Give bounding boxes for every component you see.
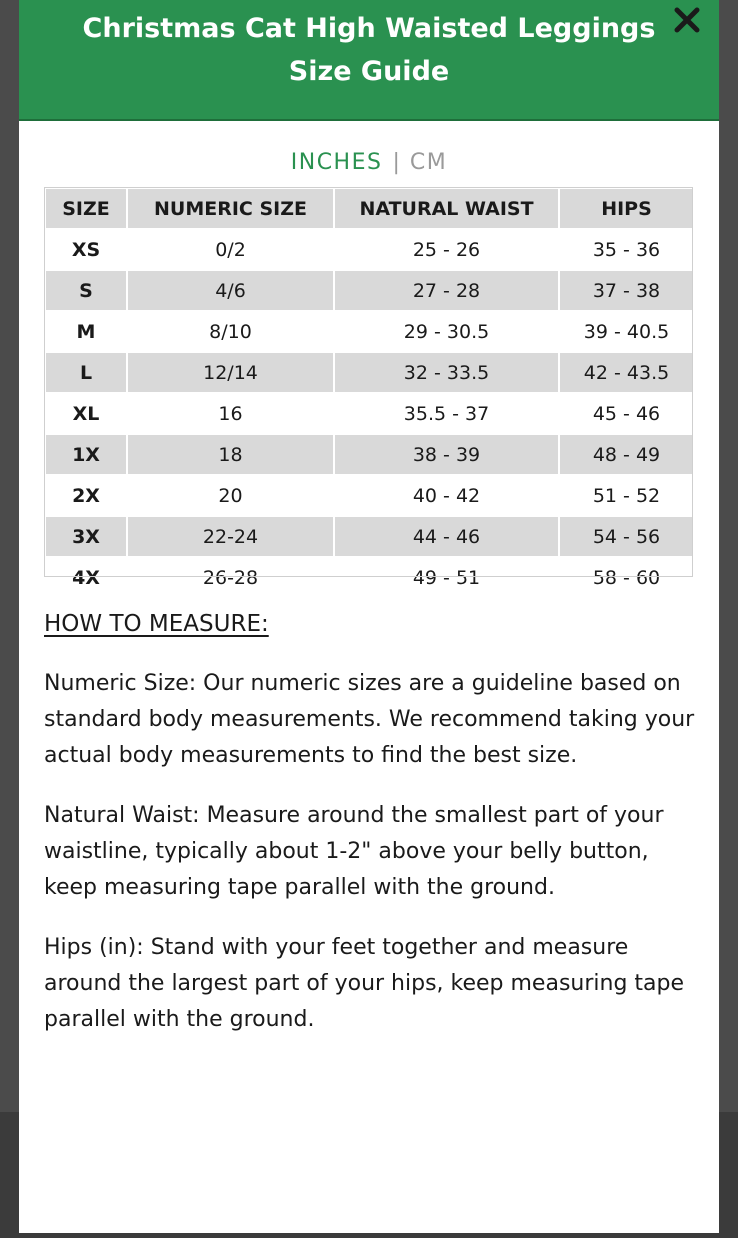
- size-cell: 4X: [45, 557, 127, 598]
- size-cell: S: [45, 270, 127, 311]
- numeric-size-cell: 18: [127, 434, 334, 475]
- table-row: [45, 352, 694, 393]
- natural-waist-cell: 38 - 39: [334, 434, 559, 475]
- numeric-size-cell: 26-28: [127, 557, 334, 598]
- size-cell: 2X: [45, 475, 127, 516]
- unit-cm-tab[interactable]: CM: [409, 150, 448, 175]
- size-cell: XS: [45, 229, 127, 270]
- header-numeric-size: NUMERIC SIZE: [127, 188, 334, 229]
- table-row: [45, 434, 694, 475]
- close-button[interactable]: [670, 3, 704, 37]
- hips-cell: 35 - 36: [559, 229, 694, 270]
- header-hips: HIPS: [559, 188, 694, 229]
- modal-title-line-1: Christmas Cat High Waisted Leggings: [82, 13, 656, 44]
- unit-separator: |: [392, 150, 400, 175]
- natural-waist-description: Natural Waist: Measure around the smallest part of your waistline, typically about 1-2" above your belly button, keep measuring tape parallel with the ground.: [44, 803, 664, 900]
- numeric-size-cell: 16: [127, 393, 334, 434]
- hips-cell: 42 - 43.5: [559, 352, 694, 393]
- unit-toggle: [19, 148, 719, 178]
- size-cell: XL: [45, 393, 127, 434]
- table-row: [45, 393, 694, 434]
- natural-waist-cell: 25 - 26: [334, 229, 559, 270]
- numeric-size-cell: 22-24: [127, 516, 334, 557]
- close-icon: [670, 3, 704, 37]
- table-row: [45, 270, 694, 311]
- table-header-row: [45, 188, 694, 229]
- hips-cell: 39 - 40.5: [559, 311, 694, 352]
- size-cell: L: [45, 352, 127, 393]
- natural-waist-cell: 27 - 28: [334, 270, 559, 311]
- numeric-size-cell: 20: [127, 475, 334, 516]
- size-cell: M: [45, 311, 127, 352]
- hips-cell: 37 - 38: [559, 270, 694, 311]
- numeric-size-cell: 12/14: [127, 352, 334, 393]
- table-row: [45, 475, 694, 516]
- size-cell: 3X: [45, 516, 127, 557]
- table-row: [45, 516, 694, 557]
- hips-cell: 51 - 52: [559, 475, 694, 516]
- unit-inches-tab[interactable]: INCHES: [290, 150, 383, 175]
- numeric-size-cell: 4/6: [127, 270, 334, 311]
- table-row: [45, 311, 694, 352]
- natural-waist-cell: 29 - 30.5: [334, 311, 559, 352]
- natural-waist-cell: 49 - 51: [334, 557, 559, 598]
- size-guide-modal: [19, 0, 719, 1233]
- numeric-size-cell: 8/10: [127, 311, 334, 352]
- numeric-size-cell: 0/2: [127, 229, 334, 270]
- hips-description: Hips (in): Stand with your feet together and measure around the largest part of your hips, keep measuring tape parallel with the ground.: [44, 935, 685, 1032]
- table-row: [45, 229, 694, 270]
- size-chart-table: [44, 187, 695, 599]
- how-to-measure-heading: HOW TO MEASURE:: [44, 611, 269, 637]
- natural-waist-cell: 40 - 42: [334, 475, 559, 516]
- size-cell: 1X: [45, 434, 127, 475]
- hips-cell: 54 - 56: [559, 516, 694, 557]
- hips-cell: 48 - 49: [559, 434, 694, 475]
- hips-cell: 58 - 60: [559, 557, 694, 598]
- header-size: SIZE: [45, 188, 127, 229]
- table-row: [45, 557, 694, 598]
- hips-cell: 45 - 46: [559, 393, 694, 434]
- natural-waist-cell: 32 - 33.5: [334, 352, 559, 393]
- natural-waist-cell: 35.5 - 37: [334, 393, 559, 434]
- numeric-size-description: Numeric Size: Our numeric sizes are a guideline based on standard body measurements. We recommend taking your actual body measurements to find the best size.: [44, 671, 695, 768]
- header-natural-waist: NATURAL WAIST: [334, 188, 559, 229]
- modal-title-line-2: Size Guide: [288, 56, 450, 87]
- modal-header: [19, 0, 719, 121]
- natural-waist-cell: 44 - 46: [334, 516, 559, 557]
